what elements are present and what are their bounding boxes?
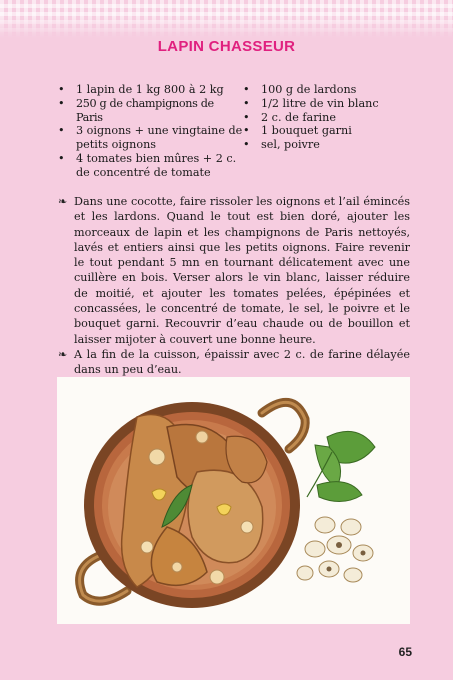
recipe-title: LAPIN CHASSEUR xyxy=(157,38,296,55)
fleuron-icon: ❧ xyxy=(58,347,68,361)
step-text: Dans une cocotte, faire rissoler les oignons et l’ail émincés et les lardons. Quand le tout est bien doré, ajouter les morceaux de lapin et les champignons de Paris nettoyés, lavés et entiers ainsi que les petits oignons. Faire revenir le tout pendant 5 mn en tournant délicatement avec une cuillère en bois. Verser alors le vin blanc, laisser réduire de moitié, et ajouter les tomates pelées, épépinées et concassées, le concentré de tomate, le sel, le poivre et le bouquet garni. Recouvrir d’eau chaude ou de bouillon et laisser mijoter à couvert une bonne heure. xyxy=(74,195,410,346)
recipe-step xyxy=(58,194,410,347)
ingredient-item: • 3 oignons + une vingtaine de petits oignons xyxy=(58,124,243,152)
ingredient-item: • 1 bouquet garni xyxy=(243,124,418,138)
ingredient-item: • 1/2 litre de vin blanc xyxy=(243,97,418,111)
ingredient-list xyxy=(58,83,418,180)
ingredient-column-right xyxy=(243,83,418,180)
ingredient-item: • 4 tomates bien mûres + 2 c. de concentré de tomate xyxy=(58,152,243,180)
step-text: A la fin de la cuisson, épaissir avec 2 c. de farine délayée dans un peu d’eau. xyxy=(74,347,410,377)
page-number: 65 xyxy=(398,645,412,659)
fleuron-icon: ❧ xyxy=(58,195,68,208)
ingredient-column-left xyxy=(58,83,243,180)
ingredient-item: • 100 g de lardons xyxy=(243,83,418,97)
recipe-steps xyxy=(58,194,410,378)
ingredient-item: • sel, poivre xyxy=(243,138,418,152)
stew-pot-icon xyxy=(57,377,410,624)
ingredient-item: • 2 c. de farine xyxy=(243,111,418,125)
ingredient-item: • 1 lapin de 1 kg 800 à 2 kg xyxy=(58,83,243,97)
checkered-header-band xyxy=(0,0,453,38)
recipe-step xyxy=(58,347,410,378)
rabbit-stew-illustration xyxy=(57,377,410,624)
ingredient-item: • 250 g de champignons de Paris xyxy=(58,97,243,125)
